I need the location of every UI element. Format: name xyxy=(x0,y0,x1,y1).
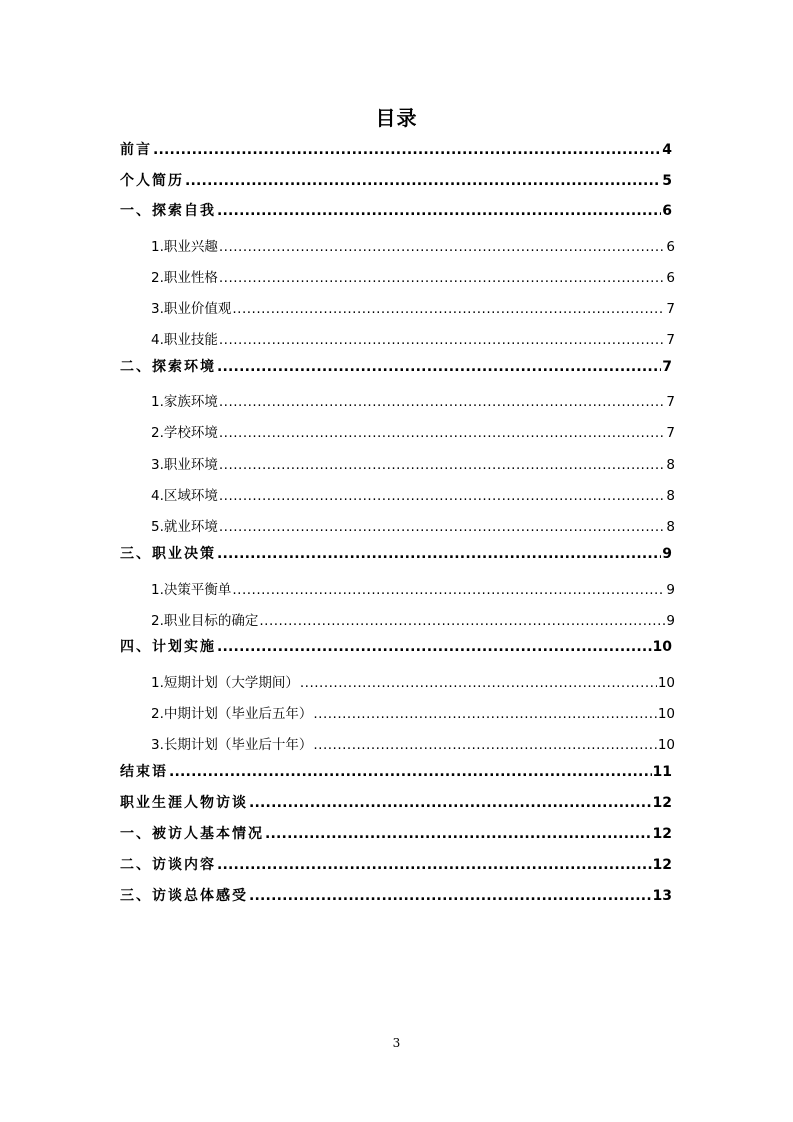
toc-entry-page: 9 xyxy=(666,613,675,629)
toc-entry-career-values[interactable] xyxy=(151,299,675,319)
toc-entry-career-skills[interactable] xyxy=(151,330,675,350)
toc-entry-label: 四、计划实施 xyxy=(120,639,216,655)
toc-entry-page: 9 xyxy=(662,546,672,562)
toc-entry-label: 1.家族环境 xyxy=(151,394,218,410)
toc-entry-employment-environment[interactable] xyxy=(151,517,675,537)
toc-entry-short-term-plan[interactable] xyxy=(151,673,675,693)
toc-entry-label: 三、职业决策 xyxy=(120,546,216,562)
toc-entry-page: 12 xyxy=(652,857,672,873)
dot-leader xyxy=(217,855,652,875)
dot-leader xyxy=(232,299,665,319)
toc-entry-interview-reflection[interactable] xyxy=(120,886,672,906)
dot-leader xyxy=(313,704,656,724)
toc-entry-career-interest[interactable] xyxy=(151,237,675,257)
dot-leader xyxy=(219,423,666,443)
dot-leader xyxy=(169,762,652,782)
dot-leader xyxy=(259,611,665,631)
toc-entry-page: 8 xyxy=(666,457,675,473)
dot-leader xyxy=(217,637,652,657)
toc-entry-career-personality[interactable] xyxy=(151,268,675,288)
toc-entry-preface[interactable] xyxy=(120,140,672,160)
toc-title: 目录 xyxy=(375,106,418,130)
toc-entry-label: 个人简历 xyxy=(120,173,184,189)
dot-leader xyxy=(219,268,666,288)
toc-entry-label: 1.短期计划（大学期间） xyxy=(151,675,299,691)
toc-entry-page: 10 xyxy=(652,639,672,655)
toc-entry-label: 职业生涯人物访谈 xyxy=(120,795,248,811)
toc-entry-career-interview[interactable] xyxy=(120,793,672,813)
toc-entry-label: 2.中期计划（毕业后五年） xyxy=(151,706,313,722)
toc-entry-label: 二、探索环境 xyxy=(120,359,216,375)
toc-entry-page: 6 xyxy=(666,239,675,255)
toc-entry-page: 7 xyxy=(666,394,675,410)
toc-entry-label: 2.职业性格 xyxy=(151,270,218,286)
dot-leader xyxy=(249,793,652,813)
dot-leader xyxy=(153,140,661,160)
dot-leader xyxy=(217,357,661,377)
toc-entry-page: 8 xyxy=(666,488,675,504)
dot-leader xyxy=(219,455,666,475)
dot-leader xyxy=(217,201,661,221)
dot-leader xyxy=(185,171,661,191)
toc-entry-family-environment[interactable] xyxy=(151,392,675,412)
toc-entry-page: 10 xyxy=(657,706,675,722)
toc-entry-label: 2.职业目标的确定 xyxy=(151,613,259,629)
toc-entry-label: 1.职业兴趣 xyxy=(151,239,218,255)
toc-entry-school-environment[interactable] xyxy=(151,423,675,443)
toc-entry-label: 结束语 xyxy=(120,764,168,780)
toc-entry-career-environment[interactable] xyxy=(151,455,675,475)
toc-entry-label: 三、访谈总体感受 xyxy=(120,888,248,904)
toc-entry-career-decision[interactable] xyxy=(120,544,672,564)
toc-entry-interviewee-info[interactable] xyxy=(120,824,672,844)
toc-entry-page: 12 xyxy=(652,795,672,811)
toc-entry-regional-environment[interactable] xyxy=(151,486,675,506)
dot-leader xyxy=(219,486,666,506)
dot-leader xyxy=(219,392,666,412)
toc-entry-page: 7 xyxy=(666,301,675,317)
toc-entry-page: 12 xyxy=(652,826,672,842)
toc-entry-label: 一、被访人基本情况 xyxy=(120,826,264,842)
dot-leader xyxy=(217,544,661,564)
toc-entry-page: 11 xyxy=(652,764,672,780)
dot-leader xyxy=(313,735,656,755)
toc-entry-label: 4.区域环境 xyxy=(151,488,218,504)
dot-leader xyxy=(249,886,652,906)
toc-entry-label: 5.就业环境 xyxy=(151,519,218,535)
page-number: 3 xyxy=(392,1036,401,1050)
toc-entry-interview-content[interactable] xyxy=(120,855,672,875)
toc-entry-page: 10 xyxy=(657,737,675,753)
toc-entry-resume[interactable] xyxy=(120,171,672,191)
toc-entry-long-term-plan[interactable] xyxy=(151,735,675,755)
toc-entry-label: 3.职业环境 xyxy=(151,457,218,473)
toc-entry-label: 2.学校环境 xyxy=(151,425,218,441)
toc-entry-page: 10 xyxy=(657,675,675,691)
toc-entry-label: 前言 xyxy=(120,142,152,158)
toc-entry-plan-implementation[interactable] xyxy=(120,637,672,657)
toc-entry-page: 7 xyxy=(662,359,672,375)
toc-entry-page: 4 xyxy=(662,142,672,158)
toc-entry-page: 9 xyxy=(666,582,675,598)
dot-leader xyxy=(300,673,657,693)
toc-entry-page: 13 xyxy=(652,888,672,904)
dot-leader xyxy=(219,517,666,537)
toc-entry-page: 6 xyxy=(662,203,672,219)
toc-entry-label: 1.决策平衡单 xyxy=(151,582,232,598)
toc-entry-label: 4.职业技能 xyxy=(151,332,218,348)
dot-leader xyxy=(232,580,665,600)
toc-entry-explore-environment[interactable] xyxy=(120,357,672,377)
toc-entry-label: 3.长期计划（毕业后十年） xyxy=(151,737,313,753)
dot-leader xyxy=(219,330,666,350)
toc-entry-page: 7 xyxy=(666,425,675,441)
toc-entry-mid-term-plan[interactable] xyxy=(151,704,675,724)
dot-leader xyxy=(219,237,666,257)
toc-entry-page: 7 xyxy=(666,332,675,348)
toc-entry-label: 一、探索自我 xyxy=(120,203,216,219)
dot-leader xyxy=(265,824,652,844)
toc-entry-label: 3.职业价值观 xyxy=(151,301,232,317)
toc-entry-explore-self[interactable] xyxy=(120,201,672,221)
toc-entry-label: 二、访谈内容 xyxy=(120,857,216,873)
toc-entry-page: 6 xyxy=(666,270,675,286)
toc-entry-career-goal[interactable] xyxy=(151,611,675,631)
toc-entry-decision-balance-sheet[interactable] xyxy=(151,580,675,600)
toc-entry-conclusion[interactable] xyxy=(120,762,672,782)
toc-entry-page: 8 xyxy=(666,519,675,535)
toc-entry-page: 5 xyxy=(662,173,672,189)
